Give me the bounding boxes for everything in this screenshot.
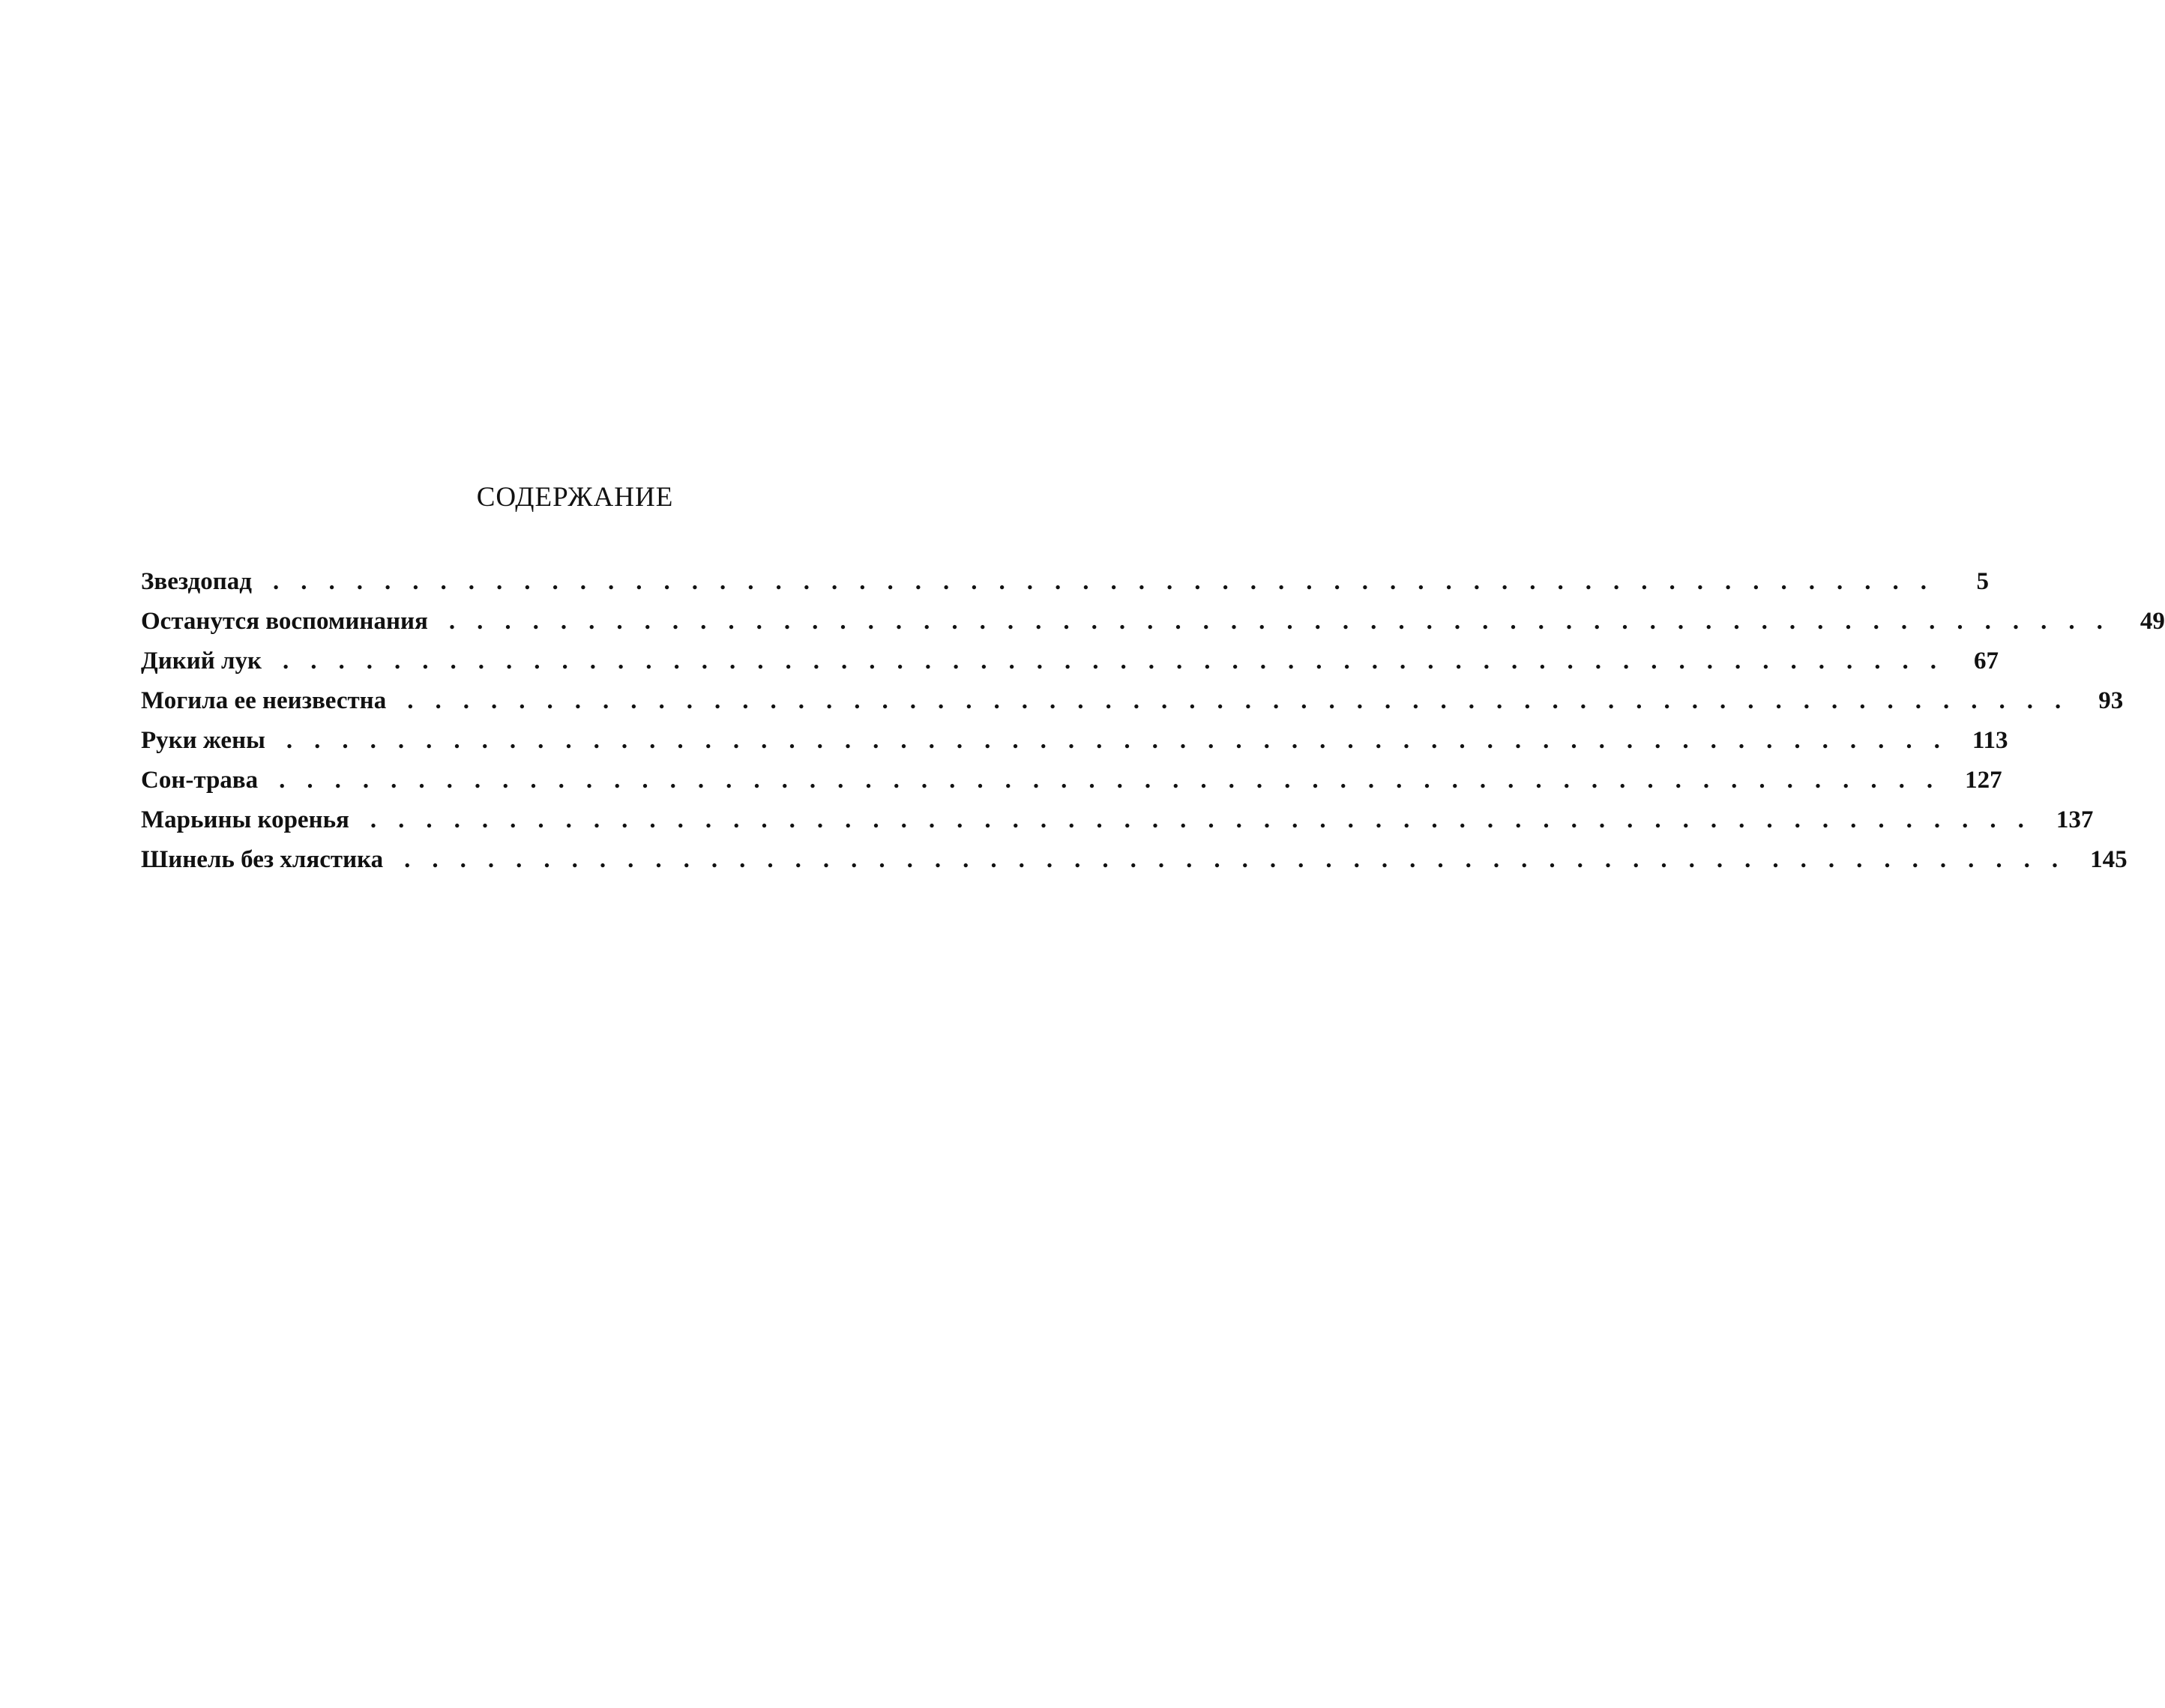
- toc-entry-page: 67: [1974, 648, 1999, 675]
- toc-entry: [141, 761, 2002, 800]
- toc-entry-title: Звездопад: [141, 568, 252, 595]
- toc-dot-leader: ............................................................: [404, 846, 2080, 873]
- toc-entry: [141, 800, 2094, 840]
- toc-entry-title: Останутся воспоминания: [141, 608, 428, 635]
- toc-entry-title: Марьины коренья: [141, 806, 349, 833]
- toc-entry: [141, 721, 2008, 761]
- toc-dot-leader: ............................................................: [286, 727, 1962, 754]
- toc-entry-page: 93: [2098, 687, 2124, 714]
- toc-heading: СОДЕРЖАНИЕ: [476, 482, 674, 513]
- toc-dot-leader: ............................................................: [407, 687, 2083, 714]
- toc-entry-title: Сон-трава: [141, 767, 259, 794]
- toc-dot-leader: ............................................................: [448, 608, 2125, 635]
- toc-entry-title: Шинель без хлястика: [141, 846, 384, 873]
- toc-dot-leader: ............................................................: [272, 568, 1948, 595]
- toc-dot-leader: ............................................................: [279, 767, 1955, 794]
- toc-entry-title: Руки жены: [141, 727, 265, 754]
- toc-entry-page: 49: [2140, 608, 2165, 635]
- toc-list: [141, 562, 2165, 880]
- toc-dot-leader: ............................................................: [283, 648, 1959, 675]
- toc-entry: [141, 602, 2165, 642]
- toc-entry-page: 127: [1965, 767, 2002, 794]
- toc-entry: [141, 681, 2124, 721]
- toc-entry: [141, 642, 1999, 681]
- toc-entry-page: 113: [1972, 727, 2008, 754]
- toc-dot-leader: ............................................................: [370, 806, 2046, 833]
- toc-entry-page: 5: [1976, 568, 1989, 595]
- toc-entry-page: 137: [2056, 806, 2094, 833]
- toc-entry: [141, 840, 2128, 880]
- toc-entry-page: 145: [2090, 846, 2128, 873]
- toc-entry-title: Могила ее неизвестна: [141, 687, 387, 714]
- toc-entry-title: Дикий лук: [141, 648, 262, 675]
- toc-entry: [141, 562, 1989, 602]
